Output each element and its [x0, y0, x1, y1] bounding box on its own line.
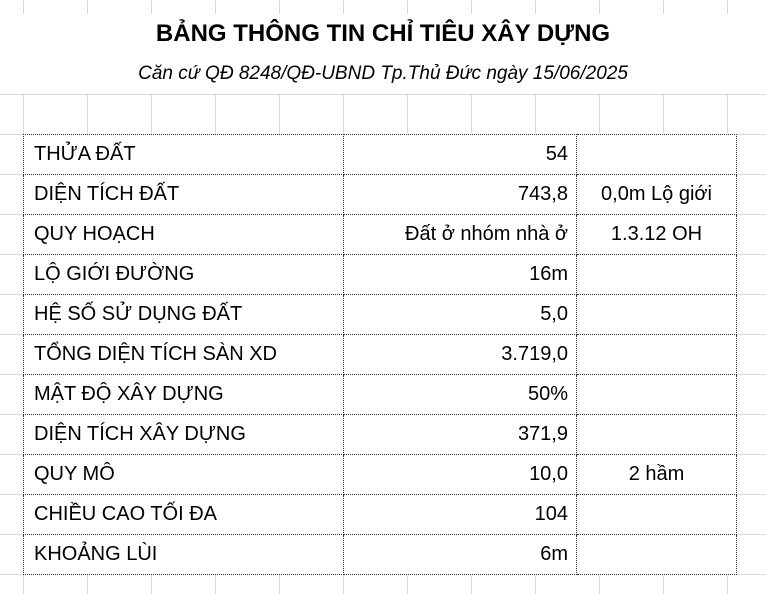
row-value[interactable]: 5,0 — [344, 295, 577, 335]
blank-row — [0, 94, 766, 134]
row-label[interactable]: HỆ SỐ SỬ DỤNG ĐẤT — [24, 295, 344, 335]
table-row — [24, 535, 737, 575]
row-value[interactable]: 3.719,0 — [344, 335, 577, 375]
table-row — [24, 375, 737, 415]
row-note[interactable] — [577, 335, 737, 375]
row-value[interactable]: 16m — [344, 255, 577, 295]
table-row — [24, 335, 737, 375]
row-label[interactable]: TỔNG DIỆN TÍCH SÀN XD — [24, 335, 344, 375]
row-label[interactable]: DIỆN TÍCH XÂY DỰNG — [24, 415, 344, 455]
row-label[interactable]: CHIỀU CAO TỐI ĐA — [24, 495, 344, 535]
row-label[interactable]: KHOẢNG LÙI — [24, 535, 344, 575]
table-row — [24, 495, 737, 535]
table-row — [24, 135, 737, 175]
row-value[interactable]: 104 — [344, 495, 577, 535]
row-value[interactable]: 743,8 — [344, 175, 577, 215]
row-note[interactable] — [577, 375, 737, 415]
row-note[interactable] — [577, 495, 737, 535]
row-value[interactable]: 54 — [344, 135, 577, 175]
row-note[interactable] — [577, 415, 737, 455]
row-label[interactable]: LỘ GIỚI ĐƯỜNG — [24, 255, 344, 295]
row-value[interactable]: 10,0 — [344, 455, 577, 495]
row-note[interactable]: 2 hầm — [577, 455, 737, 495]
row-value[interactable]: 50% — [344, 375, 577, 415]
table-row — [24, 255, 737, 295]
table-row — [24, 175, 737, 215]
table-row — [24, 415, 737, 455]
table-row — [24, 295, 737, 335]
row-note[interactable] — [577, 535, 737, 575]
row-note[interactable]: 0,0m Lộ giới — [577, 175, 737, 215]
row-note[interactable] — [577, 135, 737, 175]
row-value[interactable]: Đất ở nhóm nhà ở — [344, 215, 577, 255]
row-label[interactable]: THỬA ĐẤT — [24, 135, 344, 175]
row-value[interactable]: 371,9 — [344, 415, 577, 455]
construction-indicators-table — [23, 134, 737, 575]
table-row — [24, 455, 737, 495]
sheet-title: BẢNG THÔNG TIN CHỈ TIÊU XÂY DỰNG — [0, 14, 766, 54]
row-note[interactable]: 1.3.12 OH — [577, 215, 737, 255]
row-note[interactable] — [577, 255, 737, 295]
row-value[interactable]: 6m — [344, 535, 577, 575]
table-row — [24, 215, 737, 255]
row-note[interactable] — [577, 295, 737, 335]
row-label[interactable]: MẬT ĐỘ XÂY DỰNG — [24, 375, 344, 415]
row-label[interactable]: DIỆN TÍCH ĐẤT — [24, 175, 344, 215]
row-label[interactable]: QUY HOẠCH — [24, 215, 344, 255]
row-label[interactable]: QUY MÔ — [24, 455, 344, 495]
sheet-subtitle: Căn cứ QĐ 8248/QĐ-UBND Tp.Thủ Đức ngày 15/06/2025 — [0, 54, 766, 94]
